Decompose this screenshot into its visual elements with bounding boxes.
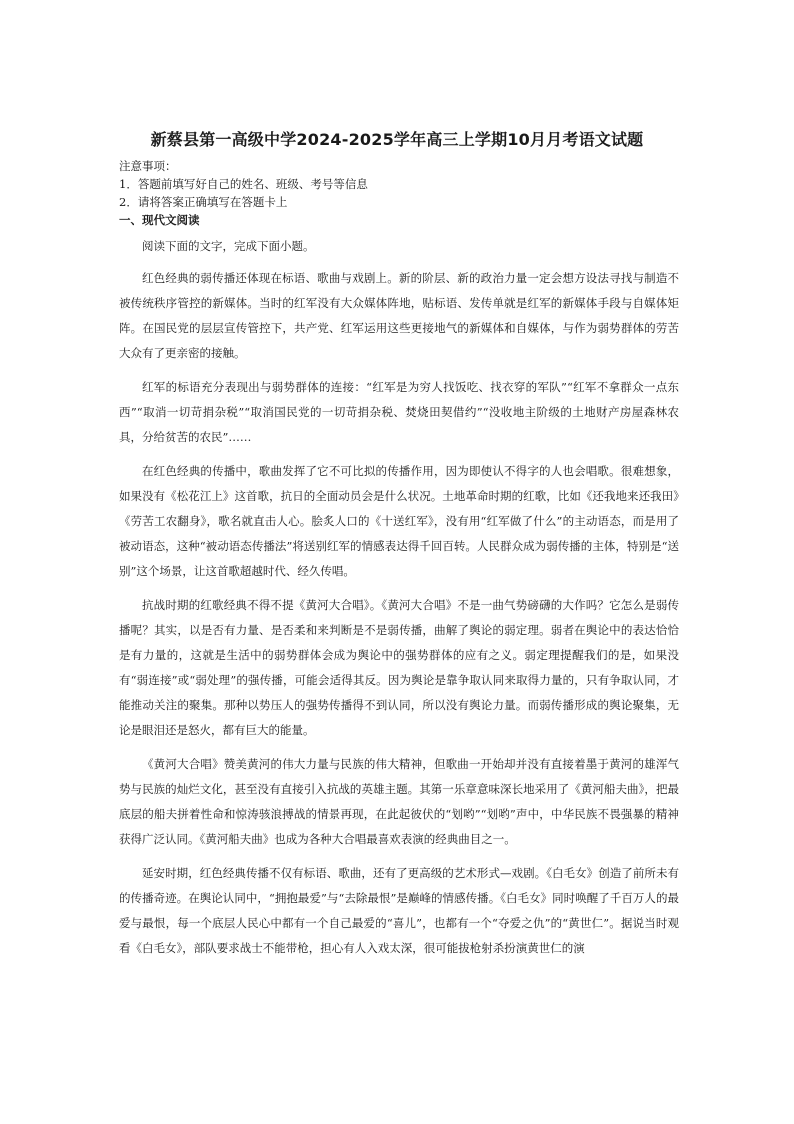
notes-item: 2．请将答案正确填写在答题卡上 bbox=[119, 195, 288, 209]
reading-passage bbox=[119, 234, 679, 970]
passage-paragraph: 《黄河大合唱》赞美黄河的伟大力量与民族的伟大精神，但歌曲一开始却并没有直接着墨于黄河的雄浑气势与民族的灿烂文化，甚至没有直接引入抗战的英雄主题。其第一乐章意味深长地采用了《黄河船夫曲》，把最底层的船夫拼着性命和惊涛骇浪搏战的情景再现，在此起彼伏的“划哟”“划哟”声中，中华民族不畏强暴的精神获得广泛认同。《黄河船夫曲》也成为各种大合唱最喜欢表演的经典曲目之一。 bbox=[119, 757, 679, 846]
passage-paragraph: 红色经典的弱传播还体现在标语、歌曲与戏剧上。新的阶层、新的政治力量一定会想方设法寻找与制造不被传统秩序管控的新媒体。当时的红军没有大众媒体阵地，贴标语、发传单就是红军的新媒体手段与自媒体矩阵。在国民党的层层宣传管控下，共产党、红军运用这些更接地气的新媒体和自媒体，与作为弱势群体的劳苦大众有了更亲密的接触。 bbox=[119, 271, 679, 360]
section-heading: 一、现代文阅读 bbox=[119, 213, 200, 227]
passage-paragraph: 在红色经典的传播中，歌曲发挥了它不可比拟的传播作用，因为即使认不得字的人也会唱歌。很难想象，如果没有《松花江上》这首歌，抗日的全面动员会是什么状况。土地革命时期的红歌，比如《还我地来还我田》《劳苦工农翻身》，歌名就直击人心。脍炙人口的《十送红军》，没有用“红军做了什么”的主动语态，而是用了被动语态，这种“被动语态传播法”将送别红军的情感表达得千回百转。人民群众成为弱传播的主体，特别是“送别”这个场景，让这首歌超越时代、经久传唱。 bbox=[119, 464, 679, 578]
passage-paragraph: 延安时期，红色经典传播不仅有标语、歌曲，还有了更高级的艺术形式—戏剧。《白毛女》创造了前所未有的传播奇迹。在舆论认同中，“拥抱最爱”与“去除最恨”是巅峰的情感传播。《白毛女》同时唤醒了千百万人的最爱与最恨，每一个底层人民心中都有一个自己最爱的“喜儿”，也都有一个“夺爱之仇”的“黄世仁”。据说当时观看《白毛女》，部队要求战士不能带枪，担心有人入戏太深，很可能拔枪射杀扮演黄世仁的演 bbox=[119, 866, 679, 955]
reading-instruction: 阅读下面的文字，完成下面小题。 bbox=[142, 239, 315, 253]
exam-title: 新蔡县第一高级中学2024-2025学年高三上学期10月月考语文试题 bbox=[150, 130, 644, 149]
notes-item: 1．答题前填写好自己的姓名、班级、考号等信息 bbox=[119, 177, 368, 191]
passage-paragraph: 红军的标语充分表现出与弱势群体的连接：“红军是为穷人找饭吃、找衣穿的军队”“红军不拿群众一点东西”“取消一切苛捐杂税”“取消国民党的一切苛捐杂税、焚烧田契借约”“没收地主阶级的土地财产房屋森林农具，分给贫苦的农民”…… bbox=[119, 380, 679, 444]
passage-paragraph: 抗战时期的红歌经典不得不提《黄河大合唱》。《黄河大合唱》不是一曲气势磅礴的大作吗？它怎么是弱传播呢？其实，以是否有力量、是否柔和来判断是不是弱传播，曲解了舆论的弱定理。弱者在舆论中的表达恰恰是有力量的，这就是生活中的弱势群体会成为舆论中的强势群体的应有之义。弱定理提醒我们的是，如果没有“弱连接”或“弱处理”的强传播，可能会适得其反。因为舆论是靠争取认同来取得力量的，只有争取认同，才能推动关注的聚集。那种以势压人的强势传播得不到认同，所以没有舆论力量。而弱传播形成的舆论聚集，无论是眼泪还是怒火，都有巨大的能量。 bbox=[119, 598, 679, 737]
exam-notes bbox=[119, 157, 679, 229]
notes-heading: 注意事项： bbox=[119, 159, 177, 173]
